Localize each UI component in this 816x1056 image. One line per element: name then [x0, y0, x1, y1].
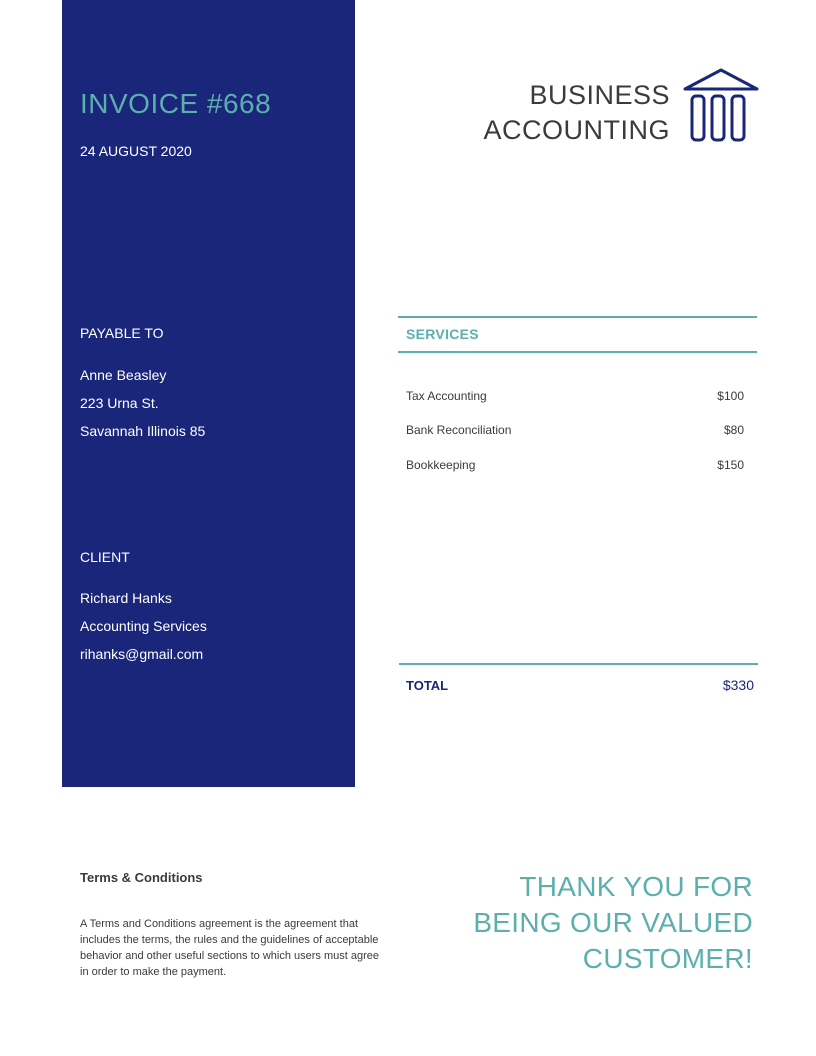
service-row — [406, 458, 744, 476]
payable-to-heading: PAYABLE TO — [80, 325, 164, 341]
total-rule — [399, 663, 758, 665]
bank-columns-icon — [682, 67, 760, 145]
invoice-title: INVOICE #668 — [80, 88, 272, 119]
services-bottom-rule — [398, 351, 757, 353]
payable-to-street: 223 Urna St. — [80, 395, 159, 411]
payable-to-name: Anne Beasley — [80, 367, 167, 383]
service-row — [406, 389, 744, 407]
service-name: Bookkeeping — [406, 458, 476, 472]
total-label: TOTAL — [406, 678, 449, 693]
invoice-date: 24 AUGUST 2020 — [80, 143, 192, 159]
brand-line-2: ACCOUNTING — [483, 115, 670, 145]
services-heading: SERVICES — [406, 326, 479, 342]
service-price: $100 — [717, 389, 744, 403]
client-email: rihanks@gmail.com — [80, 646, 204, 662]
client-heading: CLIENT — [80, 549, 130, 565]
thank-you-message: THANK YOU FOR BEING OUR VALUED CUSTOMER! — [473, 871, 753, 974]
service-price: $80 — [723, 423, 744, 437]
services-top-rule — [398, 316, 757, 318]
service-row — [406, 423, 744, 441]
service-name: Tax Accounting — [406, 389, 487, 403]
client-name: Richard Hanks — [80, 590, 172, 606]
service-price: $150 — [717, 458, 744, 472]
terms-text: A Terms and Conditions agreement is the agreement that includes the terms, the rules and the guidelines of acceptable behavior and other useful sections to which users must agree in order to make the payment. — [80, 918, 379, 978]
brand-line-1: BUSINESS — [529, 80, 670, 110]
brand-name — [484, 78, 671, 148]
total-value: $330 — [722, 677, 754, 693]
client-company: Accounting Services — [80, 618, 207, 634]
service-name: Bank Reconciliation — [406, 423, 512, 437]
payable-to-city: Savannah Illinois 85 — [80, 423, 206, 439]
terms-title: Terms & Conditions — [80, 870, 203, 885]
